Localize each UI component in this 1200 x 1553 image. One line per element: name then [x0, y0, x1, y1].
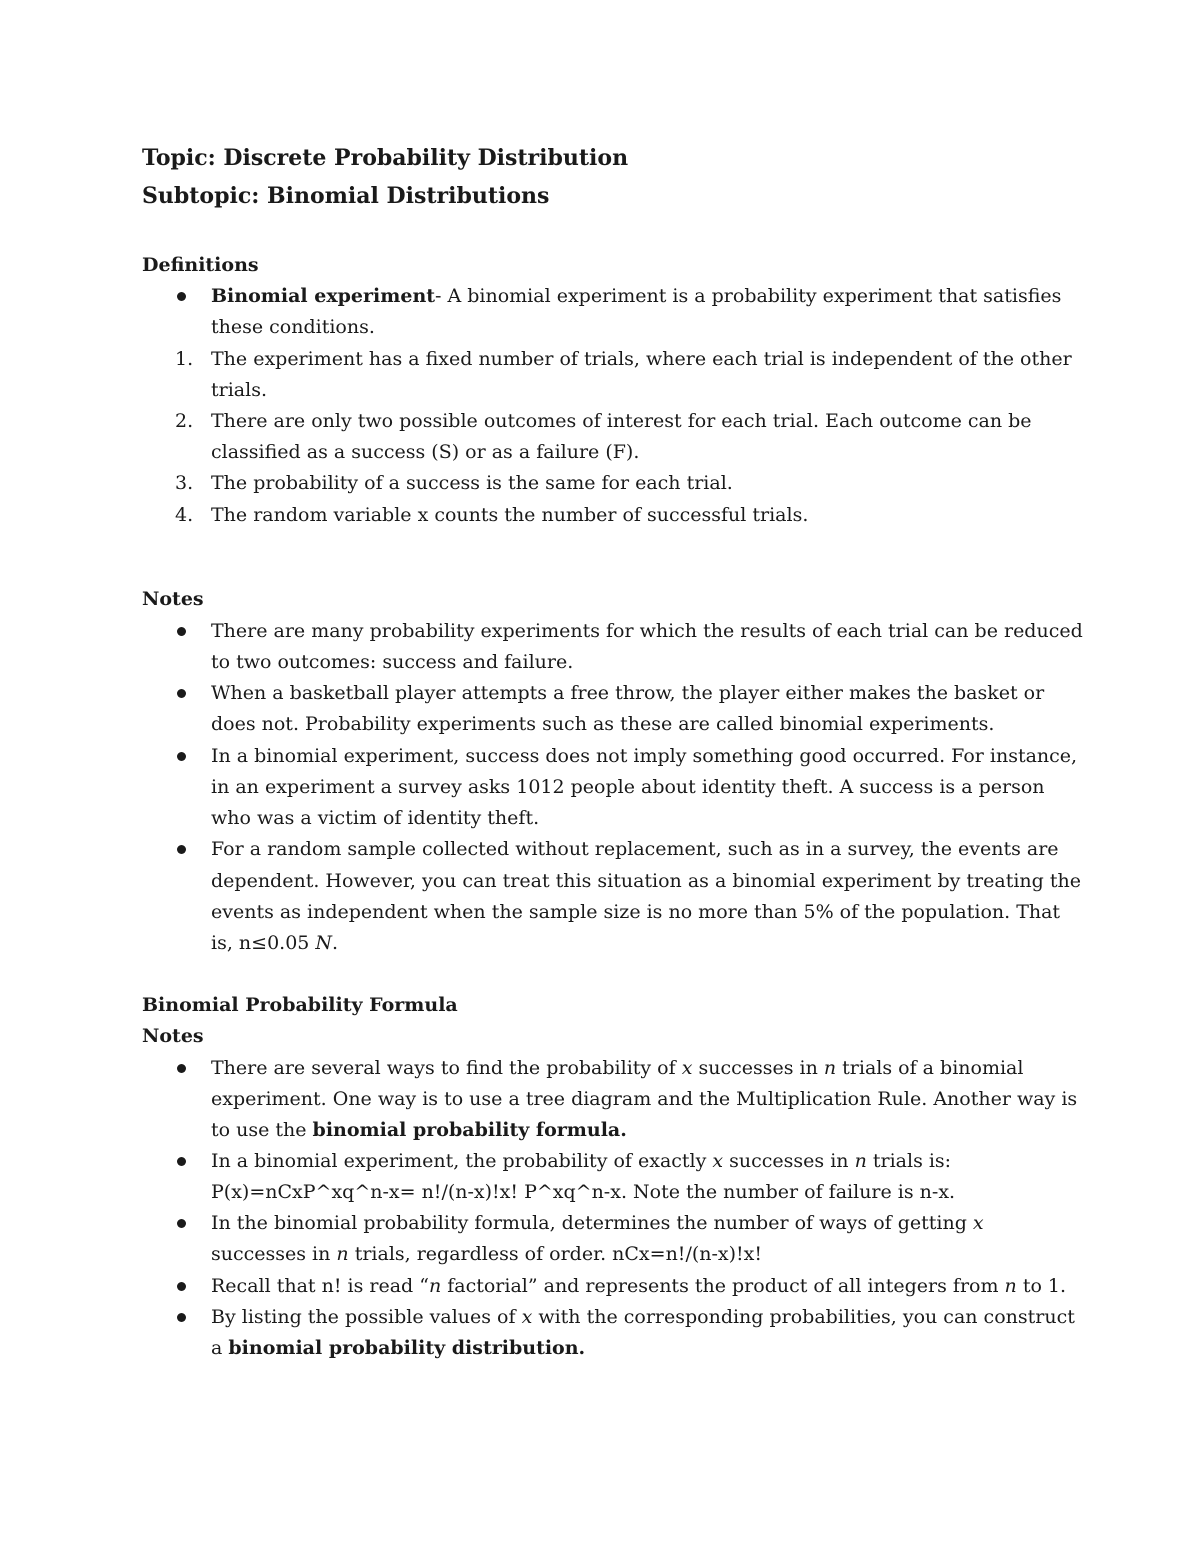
- note-line: to two outcomes: success and failure.: [211, 651, 574, 673]
- definition-line: Binomial experiment- A binomial experiment is a probability experiment that satisfies: [211, 285, 1062, 307]
- formula-note-line: experiment. One way is to use a tree diagram and the Multiplication Rule. Another way is: [211, 1088, 1078, 1110]
- bullet-icon: [177, 627, 186, 636]
- condition-line: classified as a success (S) or as a failure (F).: [211, 441, 640, 463]
- formula-notes-heading: Notes: [142, 1025, 204, 1047]
- note-line: For a random sample collected without replacement, such as in a survey, the events are: [211, 838, 1059, 860]
- subtopic-title: Subtopic: Binomial Distributions: [142, 183, 550, 209]
- condition-line: The random variable x counts the number of successful trials.: [211, 504, 809, 526]
- list-number: 2.: [175, 410, 194, 432]
- bullet-icon: [177, 752, 186, 761]
- formula-note-line: In the binomial probability formula, determines the number of ways of getting x: [211, 1212, 984, 1234]
- formula-note-line: There are several ways to find the probability of x successes in n trials of a binomial: [211, 1057, 1024, 1079]
- formula-note-line: In a binomial experiment, the probability of exactly x successes in n trials is:: [211, 1150, 952, 1172]
- bullet-icon: [177, 845, 186, 854]
- bullet-icon: [177, 1219, 186, 1228]
- list-number: 3.: [175, 472, 194, 494]
- note-line: does not. Probability experiments such as these are called binomial experiments.: [211, 713, 995, 735]
- definitions-heading: Definitions: [142, 254, 259, 276]
- bullet-icon: [177, 1282, 186, 1291]
- term-binomial-experiment: Binomial experiment: [211, 285, 436, 307]
- list-number: 1.: [175, 348, 194, 370]
- bullet-icon: [177, 1313, 186, 1322]
- condition-line: The probability of a success is the same for each trial.: [211, 472, 733, 494]
- formula-note-line: Recall that n! is read “n factorial” and represents the product of all integers from n to 1.: [211, 1275, 1067, 1297]
- bullet-icon: [177, 292, 186, 301]
- notes-heading: Notes: [142, 588, 204, 610]
- note-line: is, n≤0.05 N.: [211, 932, 339, 954]
- note-line: who was a victim of identity theft.: [211, 807, 540, 829]
- condition-line: The experiment has a fixed number of trials, where each trial is independent of the other: [211, 348, 1072, 370]
- note-line: dependent. However, you can treat this situation as a binomial experiment by treating the: [211, 870, 1081, 892]
- condition-line: trials.: [211, 379, 267, 401]
- definition-line: these conditions.: [211, 316, 375, 338]
- bullet-icon: [177, 1157, 186, 1166]
- note-line: There are many probability experiments for which the results of each trial can be reduced: [211, 620, 1083, 642]
- topic-title: Topic: Discrete Probability Distribution: [142, 145, 629, 171]
- note-line: events as independent when the sample size is no more than 5% of the population. That: [211, 901, 1061, 923]
- condition-line: There are only two possible outcomes of interest for each trial. Each outcome can be: [211, 410, 1032, 432]
- bullet-icon: [177, 689, 186, 698]
- note-line: In a binomial experiment, success does not imply something good occurred. For instance,: [211, 745, 1078, 767]
- formula-heading: Binomial Probability Formula: [142, 994, 458, 1016]
- formula-note-line: to use the binomial probability formula.: [211, 1119, 627, 1141]
- formula-note-line: successes in n trials, regardless of order. nCx=n!/(n-x)!x!: [211, 1243, 763, 1265]
- list-number: 4.: [175, 504, 194, 526]
- formula-note-line: By listing the possible values of x with the corresponding probabilities, you can construct: [211, 1306, 1075, 1328]
- note-line: in an experiment a survey asks 1012 people about identity theft. A success is a person: [211, 776, 1045, 798]
- note-line: When a basketball player attempts a free throw, the player either makes the basket or: [211, 682, 1045, 704]
- formula-expression: P(x)=nCxP^xq^n-x= n!/(n-x)!x! P^xq^n-x. Note the number of failure is n-x.: [211, 1181, 956, 1203]
- formula-note-line: a binomial probability distribution.: [211, 1337, 586, 1359]
- bullet-icon: [177, 1064, 186, 1073]
